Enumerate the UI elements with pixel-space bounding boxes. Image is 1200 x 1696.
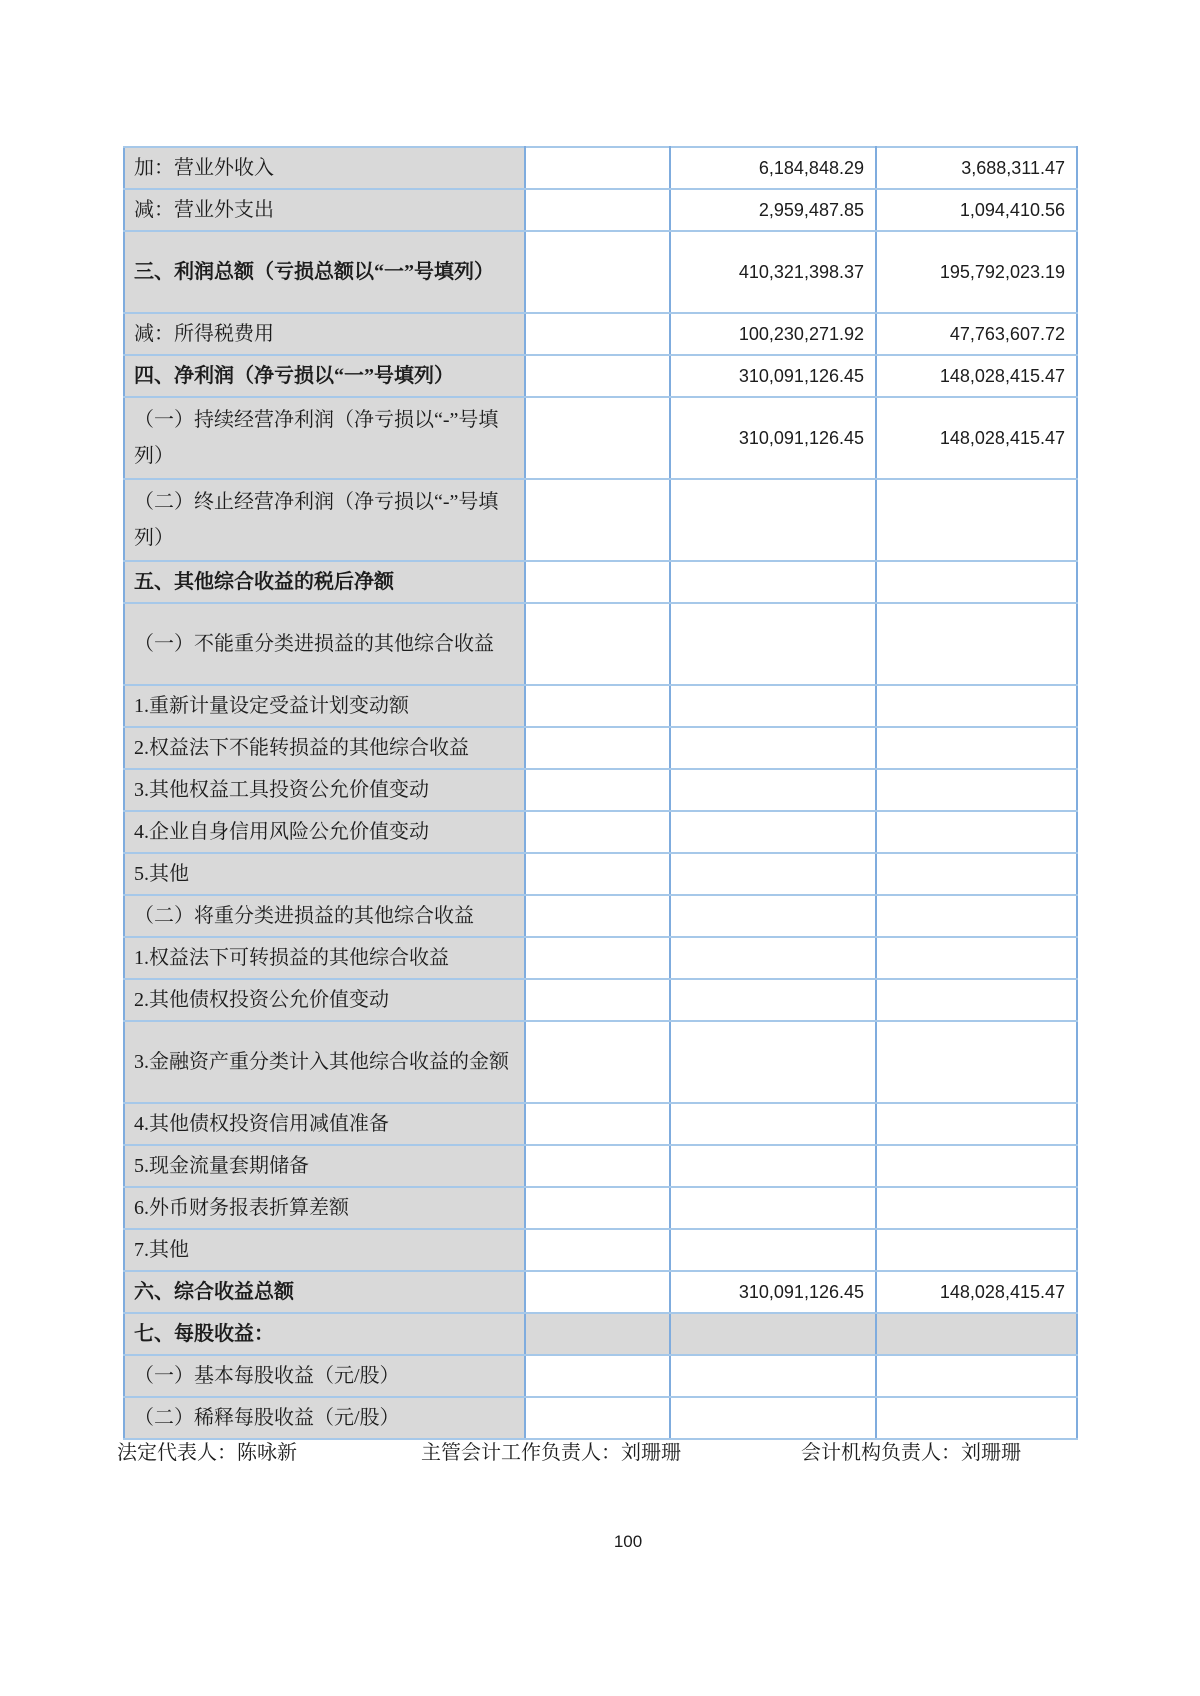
value-current-period <box>670 479 876 561</box>
notes-cell <box>525 1145 670 1187</box>
row-label-cell: 1.重新计量设定受益计划变动额 <box>124 685 525 727</box>
notes-cell <box>525 147 670 189</box>
table-row <box>124 853 1077 895</box>
chief-accounting-officer: 主管会计工作负责人：刘珊珊 <box>421 1442 681 1464</box>
row-label-cell: 1.权益法下可转损益的其他综合收益 <box>124 937 525 979</box>
row-label-cell: 七、每股收益： <box>124 1313 525 1355</box>
notes-cell <box>525 685 670 727</box>
table-row <box>124 811 1077 853</box>
notes-cell <box>525 811 670 853</box>
value-prior-period <box>876 1229 1077 1271</box>
notes-cell <box>525 479 670 561</box>
page-number: 100 <box>613 1532 643 1551</box>
table-row <box>124 1187 1077 1229</box>
value-current-period <box>670 1355 876 1397</box>
value-prior-period: 148,028,415.47 <box>876 397 1077 479</box>
notes-cell <box>525 1313 670 1355</box>
table-row <box>124 231 1077 313</box>
table-row <box>124 1103 1077 1145</box>
table-row <box>124 479 1077 561</box>
row-label-cell: （一）基本每股收益（元/股） <box>124 1355 525 1397</box>
value-prior-period <box>876 1145 1077 1187</box>
value-prior-period: 3,688,311.47 <box>876 147 1077 189</box>
row-label-cell: 加：营业外收入 <box>124 147 525 189</box>
row-label-cell: （二）将重分类进损益的其他综合收益 <box>124 895 525 937</box>
value-prior-period <box>876 811 1077 853</box>
value-prior-period <box>876 769 1077 811</box>
value-current-period <box>670 769 876 811</box>
value-prior-period: 195,792,023.19 <box>876 231 1077 313</box>
value-prior-period <box>876 1021 1077 1103</box>
notes-cell <box>525 1187 670 1229</box>
value-current-period: 310,091,126.45 <box>670 355 876 397</box>
notes-cell <box>525 895 670 937</box>
notes-cell <box>525 231 670 313</box>
row-label-cell: 2.其他债权投资公允价值变动 <box>124 979 525 1021</box>
signature-line <box>0 1436 1200 1466</box>
table-row <box>124 147 1077 189</box>
value-prior-period <box>876 1313 1077 1355</box>
row-label-cell: 5.其他 <box>124 853 525 895</box>
notes-cell <box>525 355 670 397</box>
value-prior-period <box>876 895 1077 937</box>
row-label-cell: （一）不能重分类进损益的其他综合收益 <box>124 603 525 685</box>
value-current-period <box>670 1187 876 1229</box>
notes-cell <box>525 1021 670 1103</box>
table-row <box>124 727 1077 769</box>
table-row <box>124 1313 1077 1355</box>
table-row <box>124 895 1077 937</box>
value-current-period <box>670 979 876 1021</box>
row-label-cell: （二）稀释每股收益（元/股） <box>124 1397 525 1439</box>
value-prior-period <box>876 1103 1077 1145</box>
value-prior-period: 47,763,607.72 <box>876 313 1077 355</box>
table-row <box>124 1397 1077 1439</box>
table-row <box>124 1271 1077 1313</box>
value-current-period: 6,184,848.29 <box>670 147 876 189</box>
table-row <box>124 355 1077 397</box>
value-current-period: 410,321,398.37 <box>670 231 876 313</box>
value-current-period <box>670 727 876 769</box>
row-label-cell: 6.外币财务报表折算差额 <box>124 1187 525 1229</box>
value-prior-period <box>876 727 1077 769</box>
notes-cell <box>525 313 670 355</box>
row-label-cell: 3.其他权益工具投资公允价值变动 <box>124 769 525 811</box>
value-prior-period <box>876 979 1077 1021</box>
value-prior-period <box>876 1355 1077 1397</box>
value-current-period <box>670 1229 876 1271</box>
row-label-cell: 减：所得税费用 <box>124 313 525 355</box>
table-row <box>124 603 1077 685</box>
value-prior-period <box>876 561 1077 603</box>
row-label-cell: 3.金融资产重分类计入其他综合收益的金额 <box>124 1021 525 1103</box>
table-row <box>124 1229 1077 1271</box>
value-current-period <box>670 811 876 853</box>
row-label-cell: （一）持续经营净利润（净亏损以“-”号填列） <box>124 397 525 479</box>
table-row <box>124 313 1077 355</box>
row-label-cell: 5.现金流量套期储备 <box>124 1145 525 1187</box>
income-statement-table <box>123 146 1078 1440</box>
value-prior-period <box>876 479 1077 561</box>
notes-cell <box>525 189 670 231</box>
value-prior-period <box>876 1397 1077 1439</box>
value-current-period <box>670 895 876 937</box>
value-current-period <box>670 685 876 727</box>
value-current-period <box>670 853 876 895</box>
row-label-cell: 减：营业外支出 <box>124 189 525 231</box>
row-label-cell: 2.权益法下不能转损益的其他综合收益 <box>124 727 525 769</box>
notes-cell <box>525 1271 670 1313</box>
row-label-cell: （二）终止经营净利润（净亏损以“-”号填列） <box>124 479 525 561</box>
table-row <box>124 397 1077 479</box>
row-label-cell: 六、综合收益总额 <box>124 1271 525 1313</box>
table-row <box>124 937 1077 979</box>
notes-cell <box>525 1103 670 1145</box>
notes-cell <box>525 561 670 603</box>
table-row <box>124 1021 1077 1103</box>
table-row <box>124 561 1077 603</box>
value-prior-period: 148,028,415.47 <box>876 1271 1077 1313</box>
notes-cell <box>525 853 670 895</box>
value-current-period <box>670 1021 876 1103</box>
notes-cell <box>525 603 670 685</box>
row-label-cell: 四、净利润（净亏损以“一”号填列） <box>124 355 525 397</box>
notes-cell <box>525 769 670 811</box>
notes-cell <box>525 727 670 769</box>
value-prior-period: 148,028,415.47 <box>876 355 1077 397</box>
table-row <box>124 685 1077 727</box>
table-row <box>124 979 1077 1021</box>
row-label-cell: 三、利润总额（亏损总额以“一”号填列） <box>124 231 525 313</box>
notes-cell <box>525 979 670 1021</box>
value-current-period <box>670 1313 876 1355</box>
value-current-period <box>670 561 876 603</box>
notes-cell <box>525 937 670 979</box>
row-label-cell: 7.其他 <box>124 1229 525 1271</box>
value-current-period <box>670 1145 876 1187</box>
value-current-period <box>670 1103 876 1145</box>
legal-representative: 法定代表人：陈咏新 <box>117 1442 297 1464</box>
table-row <box>124 1355 1077 1397</box>
table-row <box>124 189 1077 231</box>
table-row <box>124 769 1077 811</box>
notes-cell <box>525 1397 670 1439</box>
value-prior-period <box>876 685 1077 727</box>
value-prior-period: 1,094,410.56 <box>876 189 1077 231</box>
row-label-cell: 4.其他债权投资信用减值准备 <box>124 1103 525 1145</box>
value-prior-period <box>876 1187 1077 1229</box>
value-prior-period <box>876 937 1077 979</box>
value-current-period <box>670 937 876 979</box>
value-current-period: 310,091,126.45 <box>670 1271 876 1313</box>
accounting-department-head: 会计机构负责人：刘珊珊 <box>801 1442 1021 1464</box>
value-prior-period <box>876 853 1077 895</box>
value-prior-period <box>876 603 1077 685</box>
notes-cell <box>525 1229 670 1271</box>
value-current-period: 2,959,487.85 <box>670 189 876 231</box>
table-row <box>124 1145 1077 1187</box>
notes-cell <box>525 397 670 479</box>
value-current-period <box>670 603 876 685</box>
notes-cell <box>525 1355 670 1397</box>
row-label-cell: 五、其他综合收益的税后净额 <box>124 561 525 603</box>
value-current-period <box>670 1397 876 1439</box>
row-label-cell: 4.企业自身信用风险公允价值变动 <box>124 811 525 853</box>
value-current-period: 100,230,271.92 <box>670 313 876 355</box>
value-current-period: 310,091,126.45 <box>670 397 876 479</box>
